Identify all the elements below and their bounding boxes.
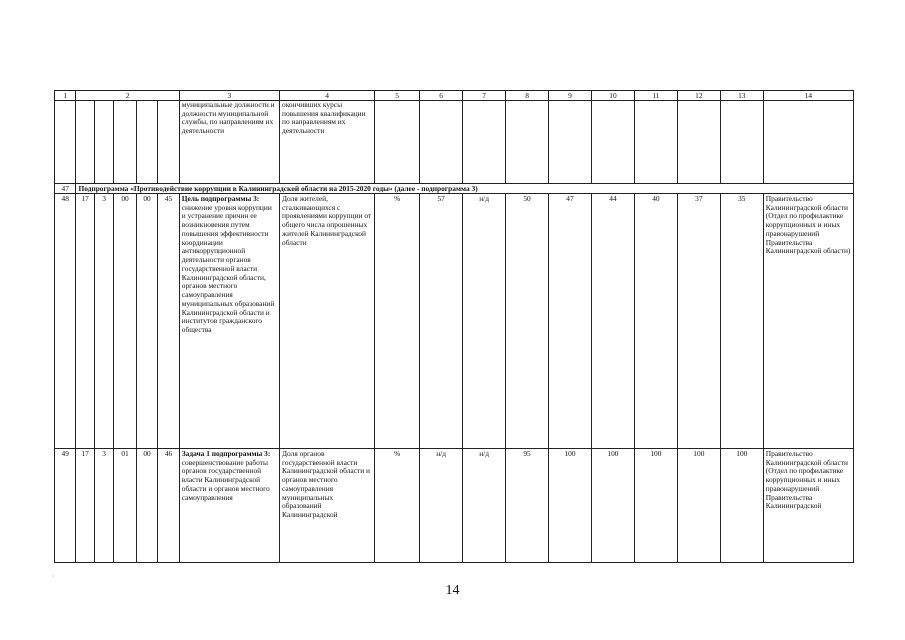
header-col-1: 1 — [55, 91, 76, 101]
code-cell: 00 — [136, 449, 157, 563]
header-col-3: 3 — [179, 91, 279, 101]
table-row-continued — [55, 101, 854, 184]
program-indicators-table — [54, 90, 854, 563]
code-cell: 46 — [158, 449, 179, 563]
value-cell: н/д — [463, 194, 506, 449]
goal-description — [179, 194, 279, 449]
header-row — [55, 91, 854, 101]
value-cell: 100 — [720, 449, 763, 563]
value-cell: 95 — [506, 449, 549, 563]
header-col-7: 7 — [463, 91, 506, 101]
value-cell: 35 — [720, 194, 763, 449]
indicator-name: Доля жителей, сталкивающихся с проявлениями коррупции от общего числа опрошенных жителей Калининградской области — [280, 194, 375, 449]
responsible-executor: Правительство Калининградской области (Отдел по профилактике коррупционных и иных правонарушений Правительства Калининградской области) — [763, 194, 853, 449]
subprogram-title: Подпрограмма «Противодействие коррупции в Калининградской области на 2015-2020 годы» (далее - подпрограмма 3) — [76, 184, 854, 194]
value-cell: 40 — [634, 194, 677, 449]
task-label: Задача 1 подпрограммы 3: — [181, 449, 271, 458]
continued-description: муниципальные должности и должности муниципальной службы, по направлениям их деятельности — [179, 101, 279, 184]
value-cell: н/д — [463, 449, 506, 563]
code-cell: 00 — [136, 194, 157, 449]
code-cell: 17 — [76, 194, 94, 449]
header-col-4: 4 — [280, 91, 375, 101]
value-cell: 37 — [677, 194, 720, 449]
indicator-name: Доля органов государственной власти Калининградской области и органов местного самоуправления муниципальных образований Калининградской — [280, 449, 375, 563]
value-cell: 100 — [591, 449, 634, 563]
header-col-13: 13 — [720, 91, 763, 101]
responsible-executor: Правительство Калининградской области (Отдел по профилактике коррупционных и иных правонарушений Правительства Калининградской — [763, 449, 853, 563]
value-cell: 100 — [677, 449, 720, 563]
header-col-6: 6 — [420, 91, 463, 101]
header-col-12: 12 — [677, 91, 720, 101]
unit-cell: % — [375, 449, 420, 563]
header-col-5: 5 — [375, 91, 420, 101]
goal-text: снижение уровня коррупции и устранение причин ее возникновения путем повышения эффективности координации антикоррупционной деятельности органов государственной власти Калининградской области, органов местного самоуправления муниципальных образований Калининградской области и институтов гражданского общества — [181, 202, 275, 335]
header-col-9: 9 — [549, 91, 592, 101]
code-cell: 3 — [94, 449, 113, 563]
value-cell: 47 — [549, 194, 592, 449]
code-cell: 00 — [114, 194, 137, 449]
task-text: совершенствование работы органов государственной власти Калининградской области и органов местного самоуправления — [181, 457, 270, 502]
continued-indicator: окончивших курсы повышения квалификации по направлениям их деятельности — [280, 101, 375, 184]
row-number: 48 — [55, 194, 76, 449]
scan-speck: · — [52, 572, 55, 581]
page-number: 14 — [445, 583, 460, 598]
value-cell: 50 — [506, 194, 549, 449]
value-cell: 100 — [549, 449, 592, 563]
row-number: 49 — [55, 449, 76, 563]
header-col-14: 14 — [763, 91, 853, 101]
unit-cell: % — [375, 194, 420, 449]
header-col-10: 10 — [591, 91, 634, 101]
table-row — [55, 449, 854, 563]
table-row — [55, 194, 854, 449]
header-col-8: 8 — [506, 91, 549, 101]
goal-label: Цель подпрограммы 3: — [181, 194, 260, 203]
value-cell: 44 — [591, 194, 634, 449]
value-cell: н/д — [420, 449, 463, 563]
value-cell: 100 — [634, 449, 677, 563]
task-description — [179, 449, 279, 563]
header-col-2: 2 — [76, 91, 179, 101]
code-cell: 45 — [158, 194, 179, 449]
code-cell: 3 — [94, 194, 113, 449]
code-cell: 17 — [76, 449, 94, 563]
header-col-11: 11 — [634, 91, 677, 101]
subprogram-row — [55, 184, 854, 194]
row-number: 47 — [55, 184, 76, 194]
code-cell: 01 — [114, 449, 137, 563]
value-cell: 57 — [420, 194, 463, 449]
